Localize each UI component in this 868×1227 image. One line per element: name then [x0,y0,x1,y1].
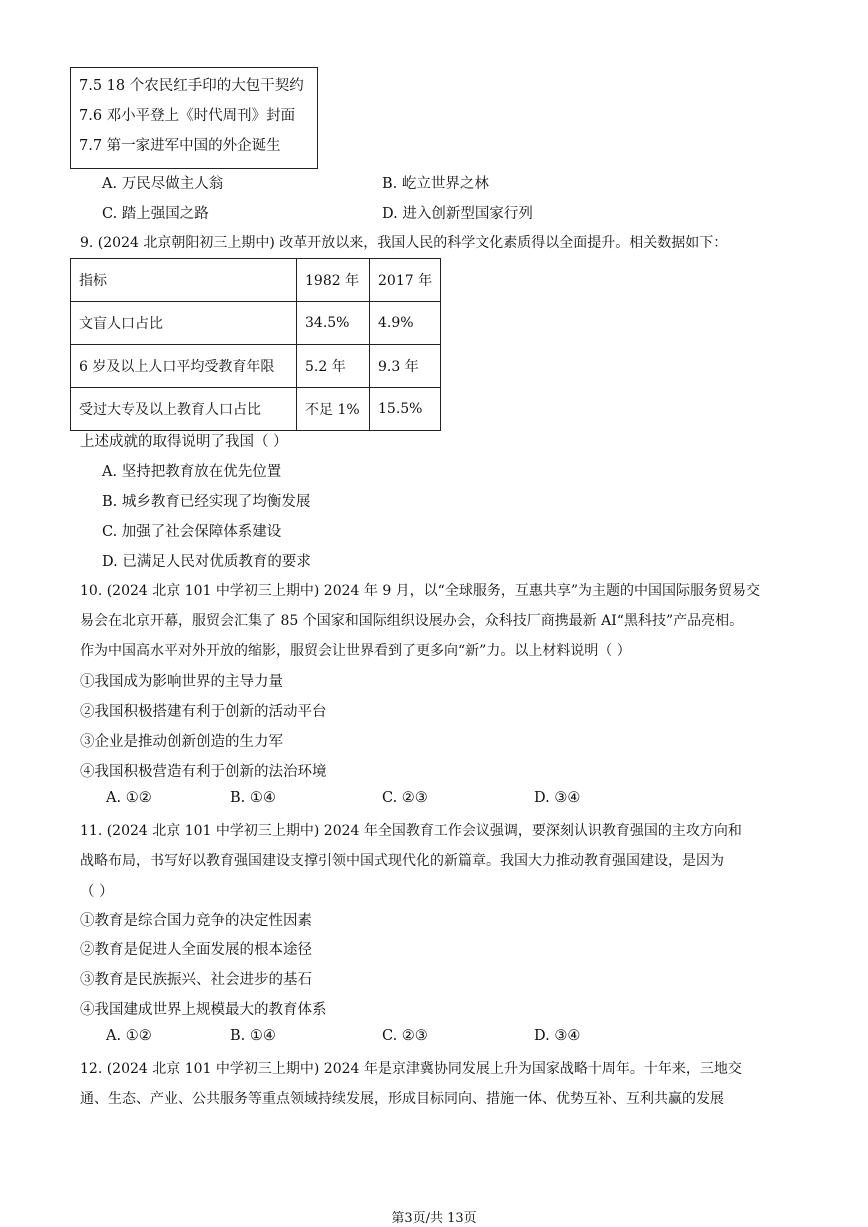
q10-item: ①我国成为影响世界的主导力量 [80,674,283,690]
q9-option-a: A. 坚持把教育放在优先位置 [102,464,282,480]
table-cell: 5.2 年 [297,345,370,388]
table-cell: 4.9% [370,302,441,345]
q11-item: ③教育是民族振兴、社会进步的基石 [80,972,312,988]
q11-stem-line: （ ） [80,884,114,900]
q10-option-b: B. ①④ [230,790,276,806]
table-row [71,302,441,345]
q10-stem-line: 作为中国高水平对外开放的缩影，服贸会让世界看到了更多向“新”力。以上材料说明（ ） [80,643,631,659]
q11-item: ①教育是综合国力竞争的决定性因素 [80,913,312,929]
q10-item: ④我国积极营造有利于创新的法治环境 [80,764,327,780]
q11-stem-line: 战略布局，书写好以教育强国建设支撑引领中国式现代化的新篇章。我国大力推动教育强国建设，是因为 [80,853,724,869]
timeline-box [70,67,318,169]
table-header-row [71,259,441,302]
q12-stem-line: 12. (2024 北京 101 中学初三上期中) 2024 年是京津冀协同发展上升为国家战略十周年。十年来，三地交 [80,1061,742,1077]
q9-option-c: C. 加强了社会保障体系建设 [102,524,282,540]
q11-option-b: B. ①④ [230,1028,276,1044]
table-cell: 文盲人口占比 [71,302,297,345]
table-cell: 9.3 年 [370,345,441,388]
table-row [71,345,441,388]
q9-option-b: B. 城乡教育已经实现了均衡发展 [102,494,311,510]
q10-stem-line: 10. (2024 北京 101 中学初三上期中) 2024 年 9 月，以“全球服务，互惠共享”为主题的中国国际服务贸易交 [80,583,760,599]
q9-question: 上述成就的取得说明了我国（ ） [80,434,288,450]
table-header-cell: 2017 年 [370,259,441,302]
q9-stem: 9. (2024 北京朝阳初三上期中) 改革开放以来，我国人民的科学文化素质得以全面提升。相关数据如下： [80,235,728,251]
page-footer: 第3页/共 13页 [391,1211,477,1226]
q11-item: ②教育是促进人全面发展的根本途径 [80,942,312,958]
timeline-line: 7.7 第一家进军中国的外企诞生 [79,138,281,154]
q10-stem-line: 易会在北京开幕，服贸会汇集了 85 个国家和国际组织设展办会，众科技厂商携最新 AI“黑科技”产品亮相。 [80,613,744,629]
q11-option-a: A. ①② [106,1028,152,1044]
q9-data-table [70,258,441,431]
table-cell: 6 岁及以上人口平均受教育年限 [71,345,297,388]
q11-option-c: C. ②③ [382,1028,428,1044]
timeline-line: 7.6 邓小平登上《时代周刊》封面 [79,108,296,124]
q8-option-d: D. 进入创新型国家行列 [382,206,533,222]
q10-option-d: D. ③④ [534,790,581,806]
q11-option-d: D. ③④ [534,1028,581,1044]
table-header-cell: 指标 [71,259,297,302]
q10-item: ②我国积极搭建有利于创新的活动平台 [80,704,327,720]
timeline-line: 7.5 18 个农民红手印的大包干契约 [79,78,304,94]
q11-item: ④我国建成世界上规模最大的教育体系 [80,1002,327,1018]
q9-option-d: D. 已满足人民对优质教育的要求 [102,554,311,570]
q8-option-b: B. 屹立世界之林 [382,176,489,192]
table-row [71,388,441,431]
table-header-cell: 1982 年 [297,259,370,302]
q10-item: ③企业是推动创新创造的生力军 [80,734,283,750]
table-cell: 34.5% [297,302,370,345]
q12-stem-line: 通、生态、产业、公共服务等重点领域持续发展，形成目标同向、措施一体、优势互补、互利共赢的发展 [80,1091,724,1107]
q11-stem-line: 11. (2024 北京 101 中学初三上期中) 2024 年全国教育工作会议强调，要深刻认识教育强国的主攻方向和 [80,823,742,839]
q8-option-c: C. 踏上强国之路 [102,206,209,222]
q10-option-a: A. ①② [106,790,152,806]
table-cell: 受过大专及以上教育人口占比 [71,388,297,431]
table-cell: 不足 1% [297,388,370,431]
q10-option-c: C. ②③ [382,790,428,806]
q8-option-a: A. 万民尽做主人翁 [102,176,224,192]
table-cell: 15.5% [370,388,441,431]
